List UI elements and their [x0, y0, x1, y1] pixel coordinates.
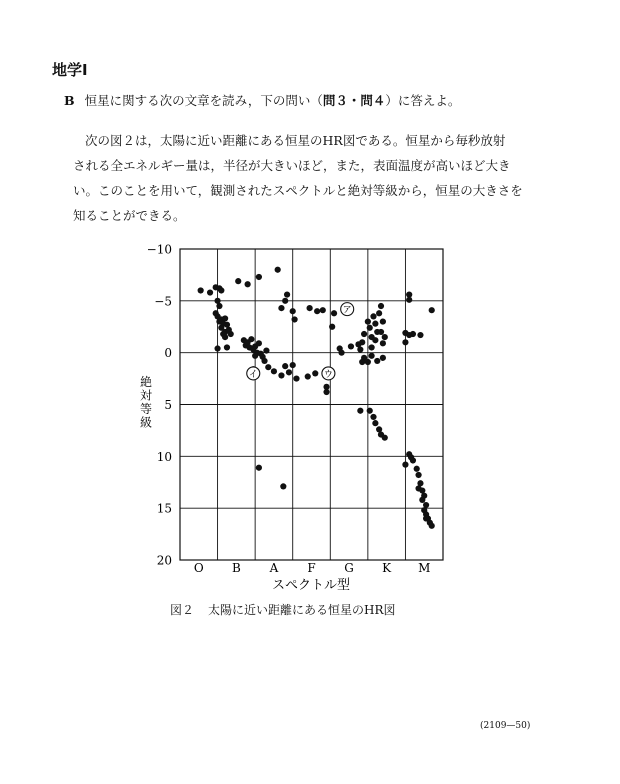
- star-point: [248, 336, 254, 342]
- annotation-marker: [247, 367, 260, 380]
- star-point: [410, 457, 416, 463]
- star-point: [372, 321, 378, 327]
- star-point: [415, 472, 421, 478]
- star-point: [224, 344, 230, 350]
- figure-number: 図２: [170, 603, 195, 617]
- star-point: [207, 289, 213, 295]
- section-letter: B: [64, 93, 75, 108]
- y-tick-label: 20: [156, 553, 172, 568]
- star-point: [214, 345, 220, 351]
- star-point: [216, 303, 222, 309]
- star-point: [256, 465, 262, 471]
- y-tick-label: 0: [164, 346, 172, 361]
- paragraph-line: される全エネルギー量は，半径が大きいほど，また，表面温度が高いほど大き: [73, 158, 511, 173]
- y-label-char: 対: [139, 388, 153, 403]
- star-point: [280, 483, 286, 489]
- star-point: [252, 353, 258, 359]
- star-point: [419, 497, 425, 503]
- star-point: [256, 340, 262, 346]
- star-point: [290, 362, 296, 368]
- star-point: [284, 292, 290, 298]
- star-point: [235, 278, 241, 284]
- star-point: [263, 347, 269, 353]
- page-code: (2109—50): [480, 721, 531, 731]
- star-point: [372, 337, 378, 343]
- star-point: [370, 313, 376, 319]
- star-point: [380, 340, 386, 346]
- star-point: [357, 346, 363, 352]
- y-label-char: 級: [139, 415, 153, 430]
- chart-annotations: [247, 303, 354, 380]
- star-point: [380, 318, 386, 324]
- paragraph-line: い。このことを用いて，観測されたスペクトルと絶対等級から，恒星の大きさを: [73, 183, 523, 198]
- x-tick-label: M: [418, 561, 431, 575]
- paragraph-line: 知ることができる。: [73, 208, 186, 223]
- star-point: [261, 358, 267, 364]
- x-tick-label: A: [269, 561, 279, 575]
- paragraph-line: 次の図２は，太陽に近い距離にある恒星のHR図である。恒星から毎秒放射: [85, 133, 506, 148]
- star-point: [312, 370, 318, 376]
- y-axis-label: [140, 374, 152, 430]
- y-label-char: 絶: [139, 375, 153, 389]
- star-point: [378, 329, 384, 335]
- star-point: [282, 363, 288, 369]
- x-tick-label: K: [382, 561, 392, 575]
- star-point: [380, 355, 386, 361]
- section-text-before: 恒星に関する次の文章を読み，下の問い（: [84, 93, 323, 108]
- star-point: [365, 359, 371, 365]
- star-point: [320, 307, 326, 313]
- star-point: [365, 318, 371, 324]
- star-point: [382, 435, 388, 441]
- figure-caption: [170, 601, 396, 618]
- star-point: [417, 332, 423, 338]
- star-point: [218, 287, 224, 293]
- star-point: [367, 325, 373, 331]
- star-point: [198, 287, 204, 293]
- chart-grid: [180, 249, 443, 560]
- star-point: [410, 331, 416, 337]
- star-point: [348, 343, 354, 349]
- star-point: [245, 281, 251, 287]
- star-point: [369, 353, 375, 359]
- star-point: [361, 331, 367, 337]
- star-point: [370, 414, 376, 420]
- y-label-char: 等: [139, 402, 153, 416]
- star-point: [359, 359, 365, 365]
- star-point: [369, 344, 375, 350]
- section-questions: 問３・問４: [322, 93, 386, 108]
- star-point: [286, 369, 292, 375]
- star-point: [382, 334, 388, 340]
- y-tick-label: 5: [164, 398, 172, 412]
- annotation-marker: [341, 303, 354, 316]
- star-point: [376, 310, 382, 316]
- subject-title: 地学Ⅰ: [52, 61, 88, 79]
- star-point: [429, 523, 435, 529]
- star-point: [402, 462, 408, 468]
- annotation-label: イ: [248, 370, 258, 380]
- y-tick-label: 15: [156, 501, 172, 516]
- star-point: [372, 420, 378, 426]
- star-point: [265, 364, 271, 370]
- figure-caption-text: 太陽に近い距離にある恒星のHR図: [208, 603, 396, 617]
- star-point: [228, 331, 234, 337]
- star-point: [290, 308, 296, 314]
- star-point: [338, 350, 344, 356]
- star-point: [305, 373, 311, 379]
- annotation-label: ア: [342, 305, 352, 316]
- chart-points: [198, 267, 435, 529]
- x-tick-label: O: [193, 561, 204, 575]
- y-tick-label: 10: [156, 449, 172, 464]
- x-tick-label: B: [231, 561, 241, 575]
- star-point: [278, 372, 284, 378]
- star-point: [291, 316, 297, 322]
- star-point: [374, 358, 380, 364]
- star-point: [378, 303, 384, 309]
- x-tick-label: F: [307, 561, 316, 575]
- star-point: [256, 274, 262, 280]
- star-point: [293, 375, 299, 381]
- star-point: [307, 305, 313, 311]
- y-tick-label: −5: [154, 294, 172, 309]
- star-point: [323, 389, 329, 395]
- star-point: [406, 297, 412, 303]
- star-point: [429, 307, 435, 313]
- star-point: [414, 466, 420, 472]
- star-point: [402, 339, 408, 345]
- x-axis-label: スペクトル型: [271, 578, 351, 593]
- star-point: [423, 515, 429, 521]
- annotation-marker: [322, 367, 335, 380]
- star-point: [314, 308, 320, 314]
- star-point: [367, 408, 373, 414]
- star-point: [278, 305, 284, 311]
- section-text-after: ）に答えよ。: [385, 93, 461, 108]
- star-point: [282, 298, 288, 304]
- star-point: [359, 339, 365, 345]
- star-point: [357, 408, 363, 414]
- star-point: [271, 368, 277, 374]
- y-tick-label: −10: [146, 242, 172, 257]
- x-tick-label: G: [344, 561, 354, 575]
- star-point: [331, 310, 337, 316]
- annotation-label: ウ: [323, 370, 333, 380]
- star-point: [222, 334, 228, 340]
- star-point: [275, 267, 281, 273]
- star-point: [329, 324, 335, 330]
